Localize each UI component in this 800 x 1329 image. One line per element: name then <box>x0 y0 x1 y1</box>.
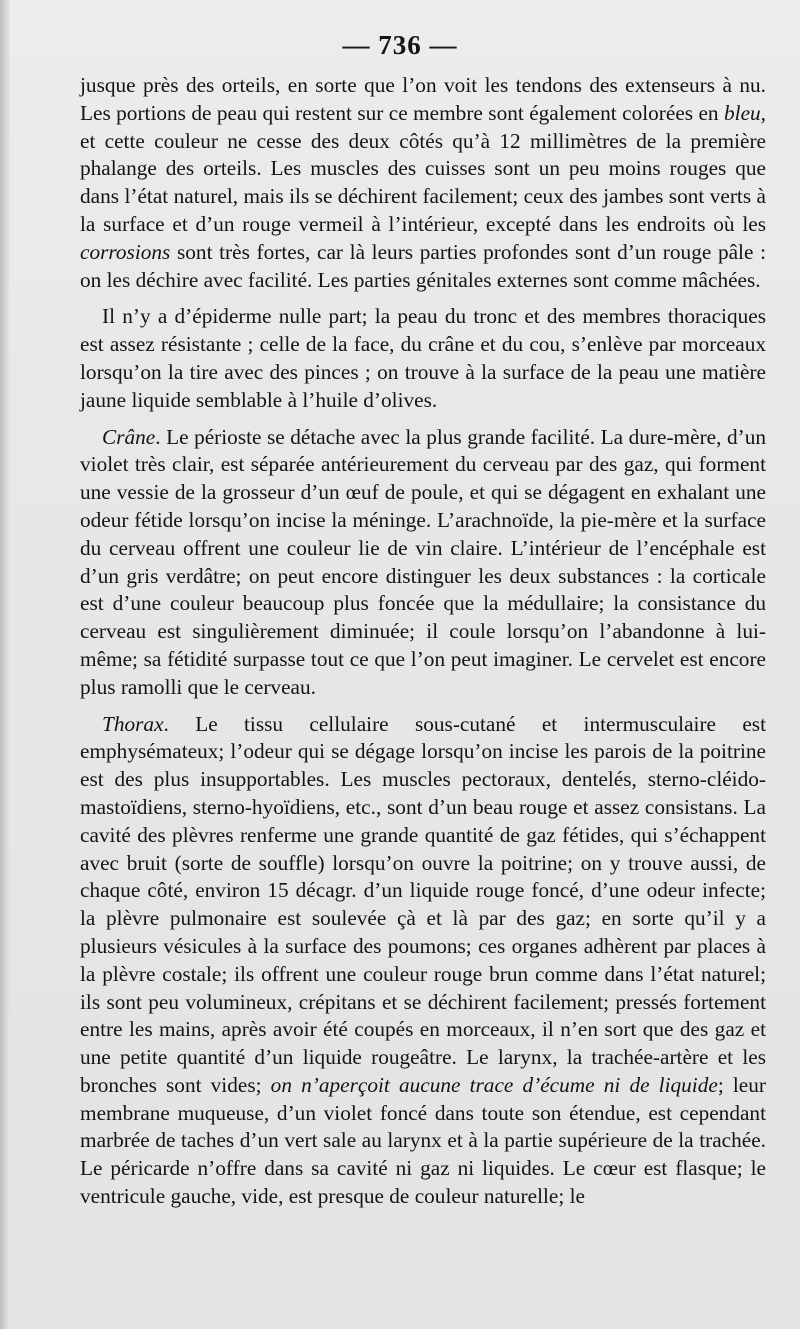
page-number: — 736 — <box>342 30 458 60</box>
paragraph-thorax <box>80 711 766 1211</box>
paragraph-epiderme <box>80 303 766 414</box>
text-segment: . Le tissu cellulaire sous-cutané et intermusculaire est emphysémateux; l’odeur qui se dégage lorsqu’on incise les parois de la poitrine est des plus insupportables. Les muscles pectoraux, dentelés, sterno-cléido-mastoïdiens, sterno-hyoïdiens, etc., sont d’un beau rouge et assez consistans. La cavité des plèvres renferme une grande quantité de gaz fétides, qui s’échappent avec bruit (sorte de souffle) lorsqu’on ouvre la poitrine; on y trouve aussi, de chaque côté, environ 15 décagr. d’un liquide rouge foncé, d’une odeur infecte; la plèvre pulmonaire est soulevée çà et là par des gaz; en sorte qu’il y a plusieurs vésicules à la surface des poumons; ces organes adhèrent par places à la plèvre costale; ils offrent une couleur rouge brun comme dans l’état naturel; ils sont peu volumineux, crépitans et se déchirent facilement; pressés fortement entre les mains, après avoir été coupés en morceaux, il n’en sort que des gaz et une petite quantité d’un liquide rougeâtre. Le larynx, la trachée-artère et les bronches sont vides; <box>80 711 766 1097</box>
section-heading-crane: Crâne <box>102 424 156 449</box>
text-segment: . Le périoste se détache avec la plus grande facilité. La dure-mère, d’un violet très clair, est séparée antérieurement du cerveau par des gaz, qui forment une vessie de la grosseur d’un œuf de poule, et qui se dégagent en exhalant une odeur fétide lorsqu’on incise la méninge. L’arachnoïde, la pie-mère et la surface du cerveau offrent une couleur lie de vin claire. L’intérieur de l’encéphale est d’un gris verdâtre; on peut encore distinguer les deux substances : la corticale est d’une couleur beaucoup plus foncée que la médullaire; la consistance du cerveau est singulièrement diminuée; il coule lorsqu’on l’abandonne à lui-même; sa fétidité surpasse tout ce que l’on peut imaginer. Le cervelet est encore plus ramolli que le cerveau. <box>80 424 766 699</box>
section-heading-thorax: Thorax <box>102 711 164 736</box>
page-body <box>80 72 766 1211</box>
text-segment: Il n’y a d’épiderme nulle part; la peau du tronc et des membres thoraciques est assez résistante ; celle de la face, du crâne et du cou, s’enlève par morceaux lorsqu’on la tire avec des pinces ; on trouve à la surface de la peau une matière jaune liquide semblable à l’huile d’olives. <box>80 304 766 412</box>
page-binding-shadow <box>0 0 10 1329</box>
paragraph-continuation <box>80 72 766 294</box>
italic-phrase-ecume: on n’aperçoit aucune trace d’écume ni de liquide <box>270 1072 718 1097</box>
text-segment: sont très fortes, car là leurs parties profondes sont d’un rouge pâle : on les déchire avec facilité. Les parties génitales externes sont comme mâchées. <box>80 239 766 292</box>
paragraph-crane <box>80 424 766 702</box>
italic-term-corrosions: corrosions <box>80 239 171 264</box>
text-segment: , et cette couleur ne cesse des deux côtés qu’à 12 millimètres de la première phalange des orteils. Les muscles des cuisses sont un peu moins rouges que dans l’état naturel, mais ils se déchirent facilement; ceux des jambes sont verts à la surface et d’un rouge vermeil à l’intérieur, excepté dans les endroits où les <box>80 100 766 236</box>
text-segment: jusque près des orteils, en sorte que l’on voit les tendons des extenseurs à nu. Les portions de peau qui restent sur ce membre sont également colorées en <box>80 73 766 125</box>
italic-term-bleu: bleu <box>724 100 761 125</box>
text-segment: ; leur membrane muqueuse, d’un violet foncé dans toute son étendue, est cependant marbrée de taches d’un vert sale au larynx et à la partie supérieure de la trachée. Le péricarde n’offre dans sa cavité ni gaz ni liquides. Le cœur est flasque; le ventricule gauche, vide, est presque de couleur naturelle; le <box>80 1072 766 1209</box>
